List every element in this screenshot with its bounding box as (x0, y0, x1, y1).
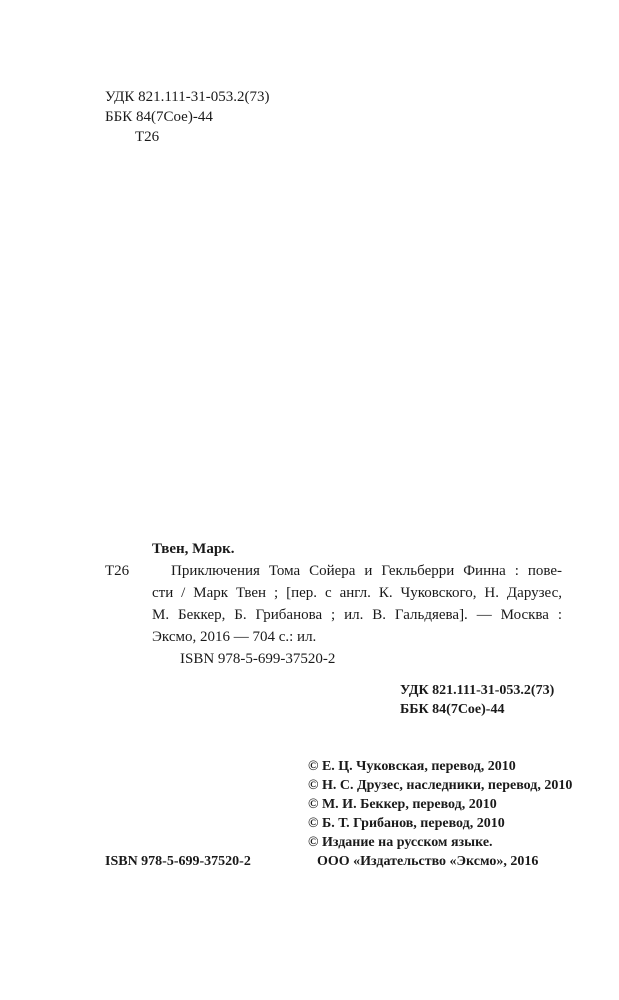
record-author-sign: Т26 (105, 563, 130, 579)
header-udk: УДК 821.111-31-053.2(73) (105, 89, 270, 105)
copyright-line: ООО «Издательство «Эксмо», 2016 (317, 854, 539, 869)
classification-bbk: ББК 84(7Сое)-44 (400, 702, 505, 717)
record-description-line-1: Приключения Тома Сойера и Гекльберри Финна : пове- (171, 563, 562, 579)
record-author: Твен, Марк. (152, 541, 235, 557)
copyright-line: © М. И. Беккер, перевод, 2010 (308, 797, 497, 812)
copyright-line: © Н. С. Друзес, наследники, перевод, 2010 (308, 778, 573, 793)
copyright-line: © Е. Ц. Чуковская, перевод, 2010 (308, 759, 516, 774)
record-description-line-3: М. Беккер, Б. Грибанова ; ил. В. Гальдяева]. — Москва : (152, 607, 562, 623)
record-description-line-2: сти / Марк Твен ; [пер. с англ. К. Чуковского, Н. Дарузес, (152, 585, 562, 601)
header-author-sign: Т26 (135, 129, 160, 145)
copyright-line: © Издание на русском языке. (308, 835, 493, 850)
copyright-line: © Б. Т. Грибанов, перевод, 2010 (308, 816, 505, 831)
classification-udk: УДК 821.111-31-053.2(73) (400, 683, 555, 698)
header-bbk: ББК 84(7Сое)-44 (105, 109, 213, 125)
footer-isbn: ISBN 978-5-699-37520-2 (105, 854, 251, 869)
record-isbn: ISBN 978-5-699-37520-2 (180, 651, 336, 667)
record-description-line-4: Эксмо, 2016 — 704 с.: ил. (152, 629, 317, 645)
